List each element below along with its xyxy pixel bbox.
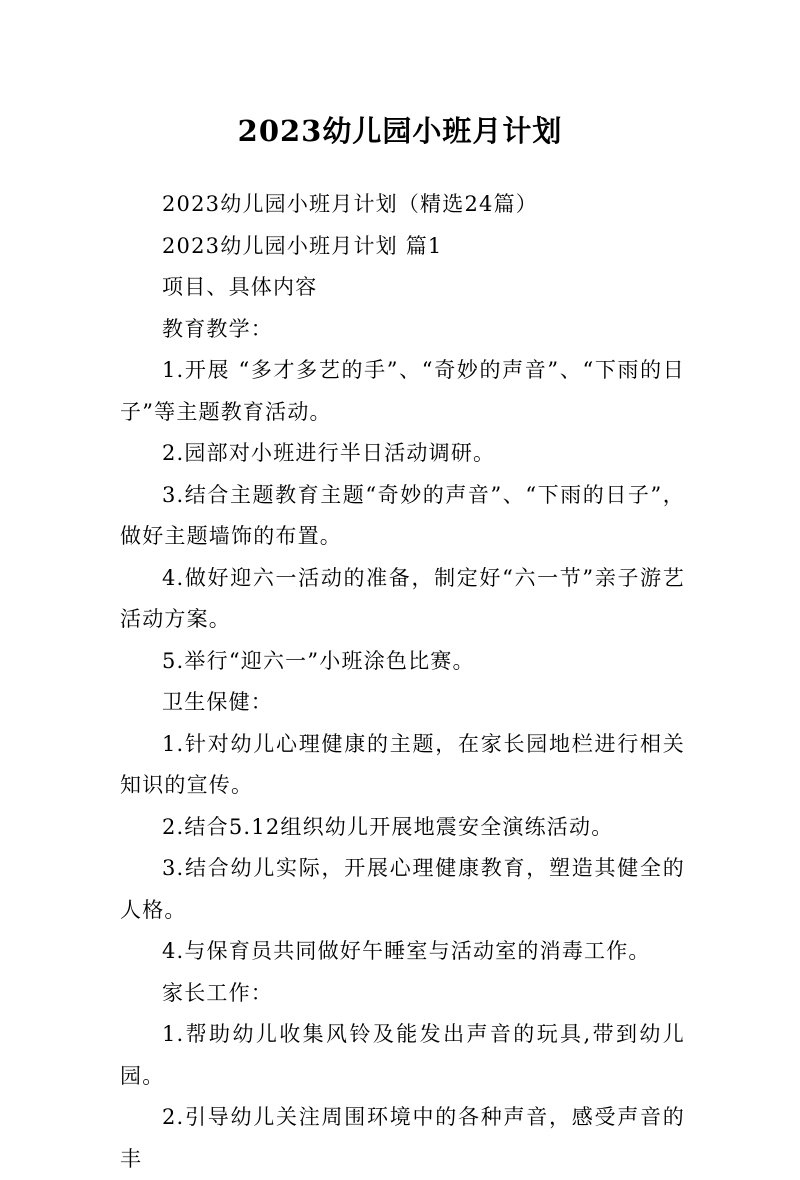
paragraph-education-3: 3.结合主题教育主题“奇妙的声音”、“下雨的日子”，做好主题墙饰的布置。 [120,482,685,548]
paragraph-parents-1: 1.帮助幼儿收集风铃及能发出声音的玩具,带到幼儿园。 [120,1022,685,1088]
paragraph-education-5: 5.举行“迎六一”小班涂色比赛。 [162,648,475,673]
paragraph-education-2: 2.园部对小班进行半日活动调研。 [162,441,496,465]
paragraph-health-2: 2.结合5.12组织幼儿开展地震安全演练活动。 [162,814,614,839]
paragraph-health-4: 4.与保育员共同做好午睡室与活动室的消毒工作。 [162,939,651,963]
document-body [120,184,685,1180]
paragraph-subtitle: 2023幼儿园小班月计划（精选24篇） [162,192,538,216]
paragraph-section-heading: 2023幼儿园小班月计划 篇1 [162,233,443,258]
document-title: 2023幼儿园小班月计划 [237,114,563,149]
paragraph-health-1: 1.针对幼儿心理健康的主题，在家长园地栏进行相关知识的宣传。 [120,731,685,797]
paragraph-health-heading: 卫生保健： [162,690,273,714]
paragraph-education-1: 1.开展 “多才多艺的手”、“奇妙的声音”、“下雨的日子”等主题教育活动。 [120,358,685,424]
paragraph-parents-2: 2.引导幼儿关注周围环境中的各种声音，感受声音的丰 [120,1105,685,1171]
paragraph-health-3: 3.结合幼儿实际，开展心理健康教育，塑造其健全的人格。 [120,856,685,922]
paragraph-parents-heading: 家长工作： [162,980,273,1005]
paragraph-education-4: 4.做好迎六一活动的准备，制定好“六一节”亲子游艺活动方案。 [120,565,685,631]
paragraph-education-heading: 教育教学： [162,316,273,341]
paragraph-item-header: 项目、具体内容 [162,275,318,299]
